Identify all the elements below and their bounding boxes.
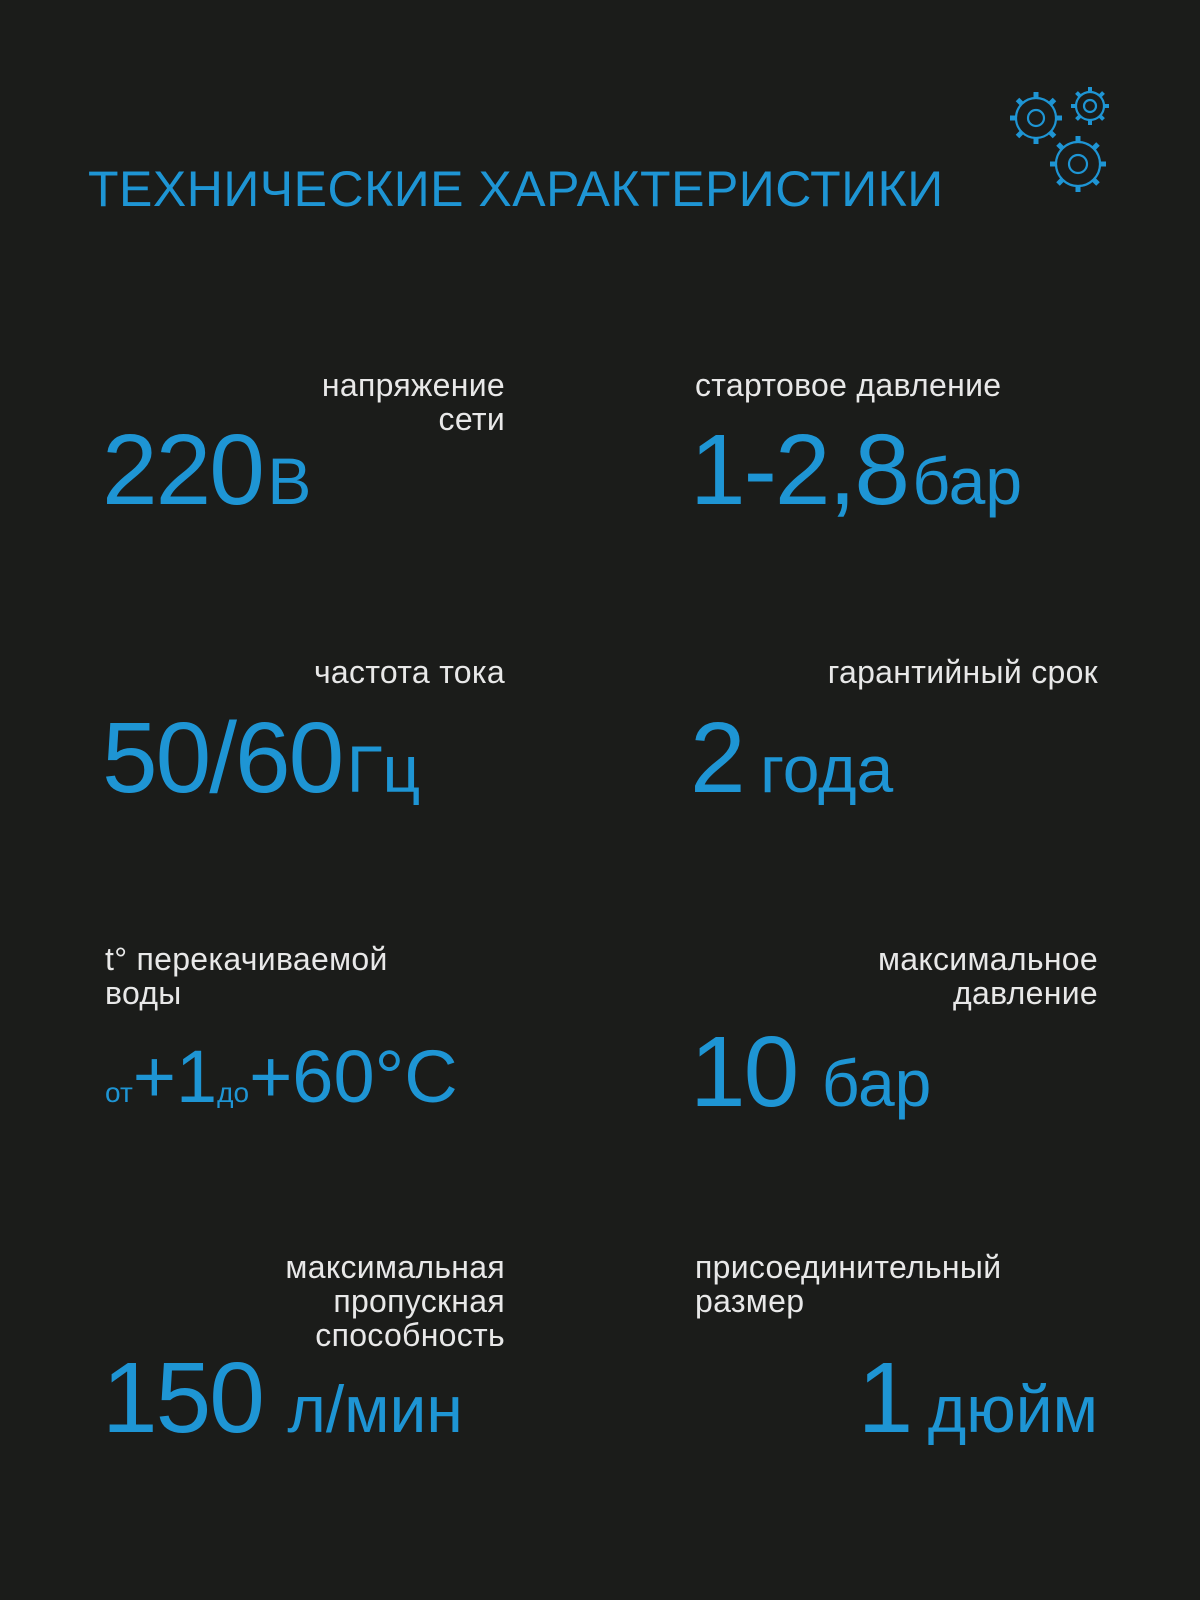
spec-water-temp-label	[105, 942, 388, 1010]
spec-throughput-label	[100, 1250, 505, 1352]
value-number: 10	[690, 1016, 798, 1128]
spec-water-temp-value	[105, 1035, 458, 1118]
value-number: 150	[102, 1342, 263, 1454]
spec-max-pressure	[690, 942, 1098, 1010]
label-line: t° перекачиваемой	[105, 941, 388, 977]
label-line: сети	[438, 401, 505, 437]
label-line: максимальная	[285, 1249, 505, 1285]
spec-connection-value	[690, 1342, 1098, 1454]
value-number: 50/60	[102, 702, 343, 814]
spec-frequency	[100, 655, 505, 689]
spec-max-pressure-value	[690, 1016, 932, 1128]
spec-start-pressure-value	[690, 414, 1023, 526]
page-title: ТЕХНИЧЕСКИЕ ХАРАКТЕРИСТИКИ	[88, 161, 944, 217]
label-line: максимальное	[877, 941, 1098, 977]
value-unit: °С	[374, 1035, 458, 1118]
label-line: способность	[315, 1317, 505, 1353]
value-number: 2	[690, 702, 744, 814]
spec-start-pressure	[695, 368, 1001, 402]
spec-start-pressure-label: стартовое давление	[695, 367, 1002, 403]
value-number: +60	[249, 1035, 375, 1118]
value-number: 1-2,8	[690, 414, 908, 526]
spec-warranty	[690, 655, 1098, 689]
spec-connection	[695, 1250, 1001, 1318]
spec-max-pressure-label	[690, 942, 1098, 1010]
value-unit: дюйм	[927, 1372, 1098, 1446]
value-prefix: от	[105, 1077, 133, 1108]
value-prefix: до	[217, 1077, 250, 1108]
label-line: давление	[953, 975, 1098, 1011]
label-line: присоединительный	[695, 1249, 1002, 1285]
label-line: воды	[105, 975, 182, 1011]
spec-voltage-value	[102, 414, 312, 526]
spec-warranty-value	[690, 702, 894, 814]
label-line: напряжение	[321, 367, 505, 403]
spec-throughput-value	[102, 1342, 463, 1454]
value-unit: В	[267, 444, 312, 518]
spec-connection-label	[695, 1250, 1001, 1318]
gears-icon	[1000, 80, 1120, 200]
spec-frequency-label: частота тока	[313, 654, 505, 690]
value-unit: года	[760, 732, 894, 806]
value-unit: бар	[912, 444, 1023, 518]
spec-warranty-label: гарантийный срок	[827, 654, 1098, 690]
value-number: 1	[857, 1342, 912, 1454]
spec-water-temp	[105, 942, 388, 1010]
value-number: 220	[102, 414, 263, 526]
value-unit: Гц	[346, 732, 421, 806]
value-unit: бар	[821, 1046, 932, 1120]
label-line: пропускная	[333, 1283, 505, 1319]
spec-frequency-value	[102, 702, 421, 814]
value-unit: л/мин	[287, 1372, 463, 1446]
value-number: +1	[132, 1035, 218, 1118]
label-line: размер	[695, 1283, 805, 1319]
spec-throughput	[100, 1250, 505, 1352]
